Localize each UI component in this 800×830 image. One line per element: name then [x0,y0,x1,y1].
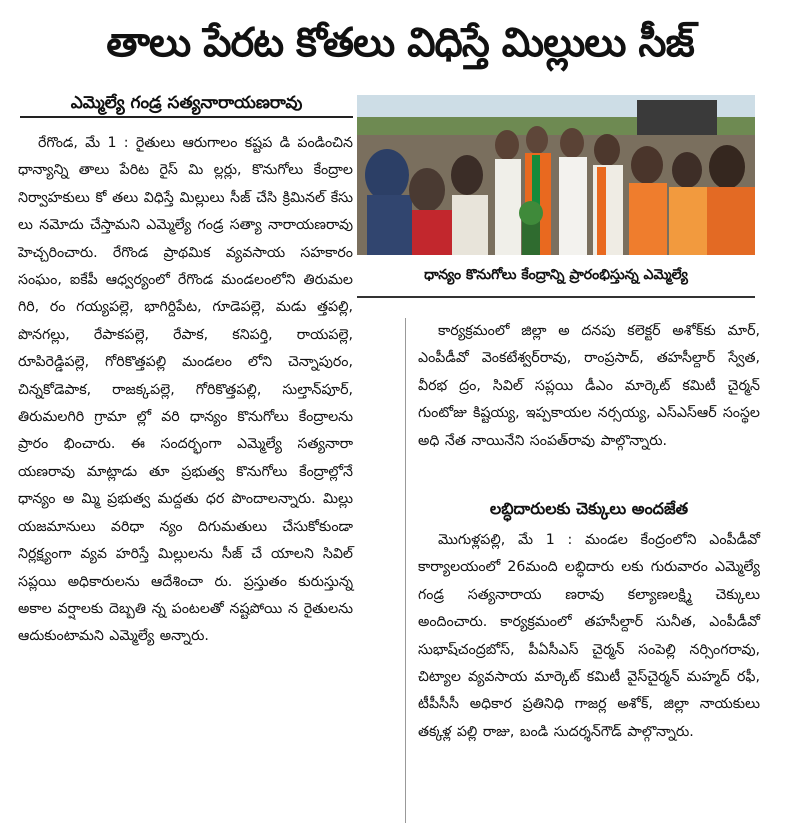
byline: ఎమ్మెల్యే గండ్ర సత్యనారాయణరావు [70,93,303,113]
photo-caption: ధాన్యం కొనుగోలు కేంద్రాన్ని ప్రారంభిస్తున్న ఎమ్మెల్యే [357,255,755,295]
byline-block [20,90,353,118]
byline-underline [20,116,353,118]
sub-headline: లబ్ధిదారులకు చెక్కులు అందజేత [489,499,689,518]
article-paragraph-3: మొగుళ్లపల్లి, మే 1 : మండల కేంద్రంలోని ఎంపీడీవో కార్యాలయంలో 26మంది లబ్ధిదారు లకు గురువారం ఎమ్మెల్యే గండ్ర సత్యనారాయ ణరావు కల్యాణలక్ష్మి చెక్కులు అందించారు. కార్యక్రమంలో తహసీల్దార్ సునీత, ఎంపీడీవో సుభాష్‌చంద్రబోస్, పీఏసీఎస్ చైర్మన్ సంపెల్లి నర్సింగరావు, చిట్యాల వ్యవసాయ మార్కెట్ కమిటీ వైస్‌చైర్మన్ మహ్మద్ రఫీ, టీపీసీసీ అధికార ప్రతినిధి గాజర్ల అశోక్, జిల్లా నాయకులు తక్కళ్ల పల్లి రాజు, బండి సుదర్శన్‌గౌడ్ పాల్గొన్నారు. [418,532,760,740]
column-divider [405,318,406,823]
article-column-1 [18,130,353,820]
caption-rule [357,296,755,298]
article-paragraph-1: రేగొండ, మే 1 : రైతులు ఆరుగాలం కష్టప డి పండించిన ధాన్యాన్ని తాలు పేరిట రైస్ మి ల్లర్లు, కొనుగోలు కేంద్రాల నిర్వాహకులు కో తలు విధిస్తే మిల్లులు సీజ్ చేసి క్రిమినల్ కేసు లు నమోదు చేస్తామని ఎమ్మెల్యే గండ్ర సత్యా నారాయణరావు హెచ్చరించారు. రేగొండ ప్రాథమిక వ్యవసాయ సహకారం సంఘం, ఐకేపీ ఆధ్వర్యంలో రేగొండ మండలంలోని తిరుమల గిరి, రం గయ్యపల్లె, భాగిర్దిపేట, గూడెపల్లె, మడు త్తపల్లి, పొనగల్లు, రేపాకపల్లె, రేపాక, కనిపర్తి, రాయపల్లె, రూపిరెడ్డిపల్లె, గోరికొత్తపల్లి మండలం లోని చెన్నాపురం, చిన్నకోడెపాక, రాజక్కపల్లె, గోరికొత్తపల్లి, సుల్తాన్‌పూర్, తిరుమలగిరి గ్రామా ల్లో వరి ధాన్యం కొనుగోలు కేంద్రాలను ప్రారం భించారు. ఈ సందర్భంగా ఎమ్మెల్యే సత్యనారా యణరావు మాట్లాడు తూ ప్రభుత్వ కొనుగోలు కేంద్రాల్లోనే ధాన్యం అ మ్మి ప్రభుత్వ మద్దతు ధర పొందాలన్నారు. మిల్లు యజమానులు వరిధా న్యం దిగుమతులు చేసుకోకుండా నిర్లక్ష్యంగా వ్యవ హరిస్తే మిల్లులను సీజ్ చే యాలని సివిల్ సప్లయి అధికారులను ఆదేశించా రు. ప్రస్తుతం కురుస్తున్న అకాల వర్షాలకు దెబ్బతి న్న పంటలతో నష్టపోయి న రైతులను ఆదుకుంటామని ఎమ్మెల్యే అన్నారు. [18,135,353,645]
headline: తాలు పేరట కోతలు విధిస్తే మిల్లులు సీజ్ [106,20,694,66]
article-paragraph-2: కార్యక్రమంలో జిల్లా అ దనపు కలెక్టర్ అశోక్‌కు మార్, ఎంపీడీవో వెంకటేశ్వర్‌రావు, రాంప్రసాద్, తహసీల్దార్ స్వేత, వీరభ ద్రం, సివిల్ సప్లయి డీఎం మార్కెట్ కమిటీ చైర్మన్ గుంటోజు కిష్టయ్య, ఇప్పకాయల నర్సయ్య, ఎస్ఎస్ఆర్ సంస్థల అధి నేత నాయినేని సంపత్‌రావు పాల్గొన్నారు. [418,323,760,449]
article-column-3 [418,527,760,827]
article-column-2 [418,318,760,488]
